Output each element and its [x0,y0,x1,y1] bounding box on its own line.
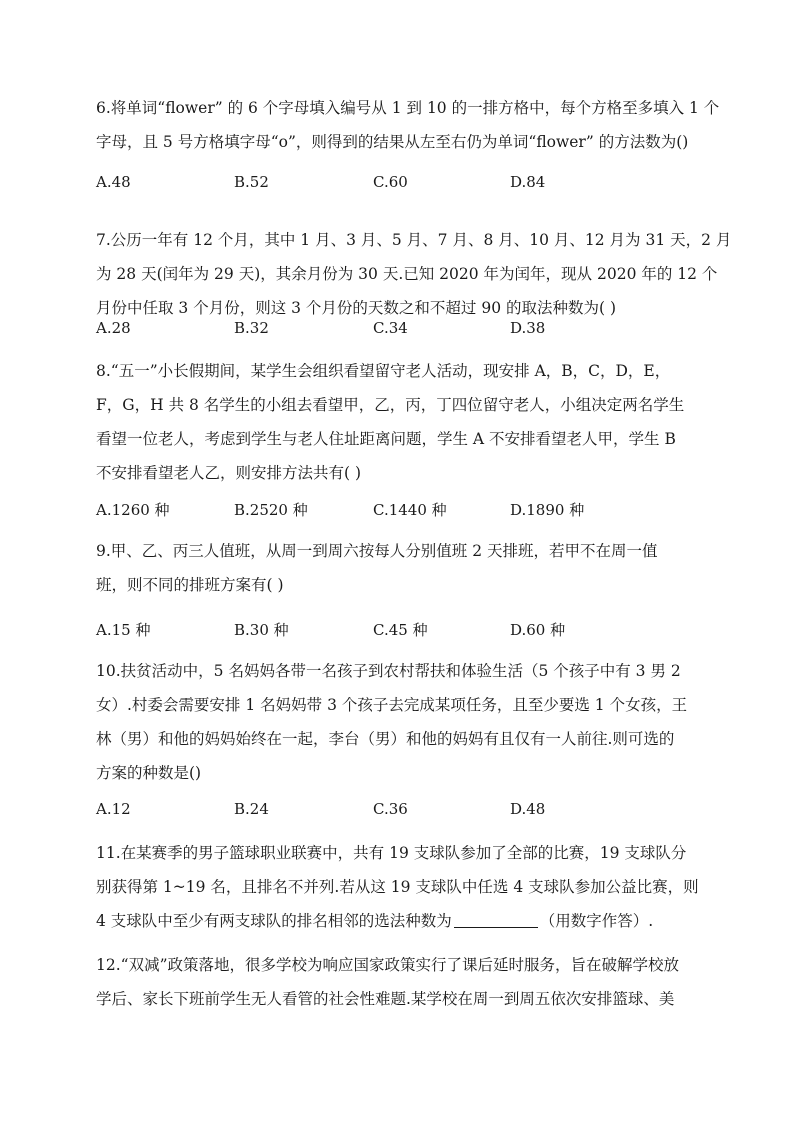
option-d: D.1890 种 [510,501,585,519]
question-line: 9.甲、乙、丙三人值班，从周一到周六按每人分别值班 2 天排班，若甲不在周一值 [96,542,658,560]
question-text: 4 支球队中至少有两支球队的排名相邻的选法种数为 [96,912,452,930]
question-line: 不安排看望老人乙，则安排方法共有( ) [96,464,362,482]
question-10-options [96,800,701,824]
option-b: B.32 [234,319,269,337]
question-9 [96,534,701,602]
question-line: 11.在某赛季的男子篮球职业联赛中，共有 19 支球队参加了全部的比赛，19 支球队分 [96,844,687,862]
question-line: 12.“双减”政策落地，很多学校为响应国家政策实行了课后延时服务，旨在破解学校放 [96,956,680,974]
question-12 [96,948,701,1016]
question-line: 林（男）和他的妈妈始终在一起，李台（男）和他的妈妈有且仅有一人前往.则可选的 [96,730,675,748]
option-c: C.1440 种 [373,501,447,519]
question-10 [96,654,701,790]
question-line: 字母，且 5 号方格填字母“o”，则得到的结果从左至右仍为单词“flower” 的方法数为() [96,133,689,151]
question-7 [96,223,732,325]
question-6-options [96,173,701,197]
option-d: D.84 [510,173,546,191]
question-line: F，G，H 共 8 名学生的小组去看望甲，乙，丙，丁四位留守老人，小组决定两名学生 [96,396,685,414]
option-a: A.28 [96,319,131,337]
option-c: C.36 [373,800,408,818]
option-c: C.60 [373,173,408,191]
option-c: C.34 [373,319,408,337]
option-d: D.60 种 [510,621,566,639]
question-line: 6.将单词“flower” 的 6 个字母填入编号从 1 到 10 的一排方格中，每个方格至多填入 1 个 [96,99,720,117]
question-text: （用数字作答）. [539,912,654,930]
option-b: B.30 种 [234,621,289,639]
answer-blank [454,909,538,928]
question-line: 为 28 天(闰年为 29 天)，其余月份为 30 天.已知 2020 年为闰年，现从 2020 年的 12 个 [96,265,718,283]
question-line: 10.扶贫活动中，5 名妈妈各带一名孩子到农村帮扶和体验生活（5 个孩子中有 3 男 2 [96,662,681,680]
question-line: 方案的种数是() [96,764,202,782]
question-line: 班，则不同的排班方案有( ) [96,576,284,594]
option-a: A.48 [96,173,131,191]
question-line-with-blank [96,904,701,938]
question-line: 看望一位老人，考虑到学生与老人住址距离问题，学生 A 不安排看望老人甲，学生 B [96,430,676,448]
option-b: B.24 [234,800,269,818]
option-a: A.12 [96,800,131,818]
question-line: 别获得第 1~19 名，且排名不并列.若从这 19 支球队中任选 4 支球队参加公益比赛，则 [96,878,699,896]
question-9-options [96,619,701,643]
option-a: A.1260 种 [96,501,170,519]
option-b: B.2520 种 [234,501,308,519]
option-c: C.45 种 [373,621,428,639]
question-line: 7.公历一年有 12 个月，其中 1 月、3 月、5 月、7 月、8 月、10 月、12 月为 31 天，2 月 [96,231,732,249]
option-a: A.15 种 [96,621,151,639]
question-11 [96,836,701,938]
question-line: 学后、家长下班前学生无人看管的社会性难题.某学校在周一到周五依次安排篮球、美 [96,990,675,1008]
question-line: 月份中任取 3 个月份，则这 3 个月份的天数之和不超过 90 的取法种数为( ) [96,299,617,317]
option-b: B.52 [234,173,269,191]
question-8 [96,354,701,490]
question-line: 8.“五一”小长假期间，某学生会组织看望留守老人活动，现安排 A，B，C，D，E， [96,362,671,380]
question-6 [96,91,720,159]
question-line: 女）.村委会需要安排 1 名妈妈带 3 个孩子去完成某项任务，且至少要选 1 个女孩，王 [96,696,688,714]
question-7-options [96,319,701,343]
question-8-options [96,499,701,523]
option-d: D.38 [510,319,546,337]
option-d: D.48 [510,800,546,818]
